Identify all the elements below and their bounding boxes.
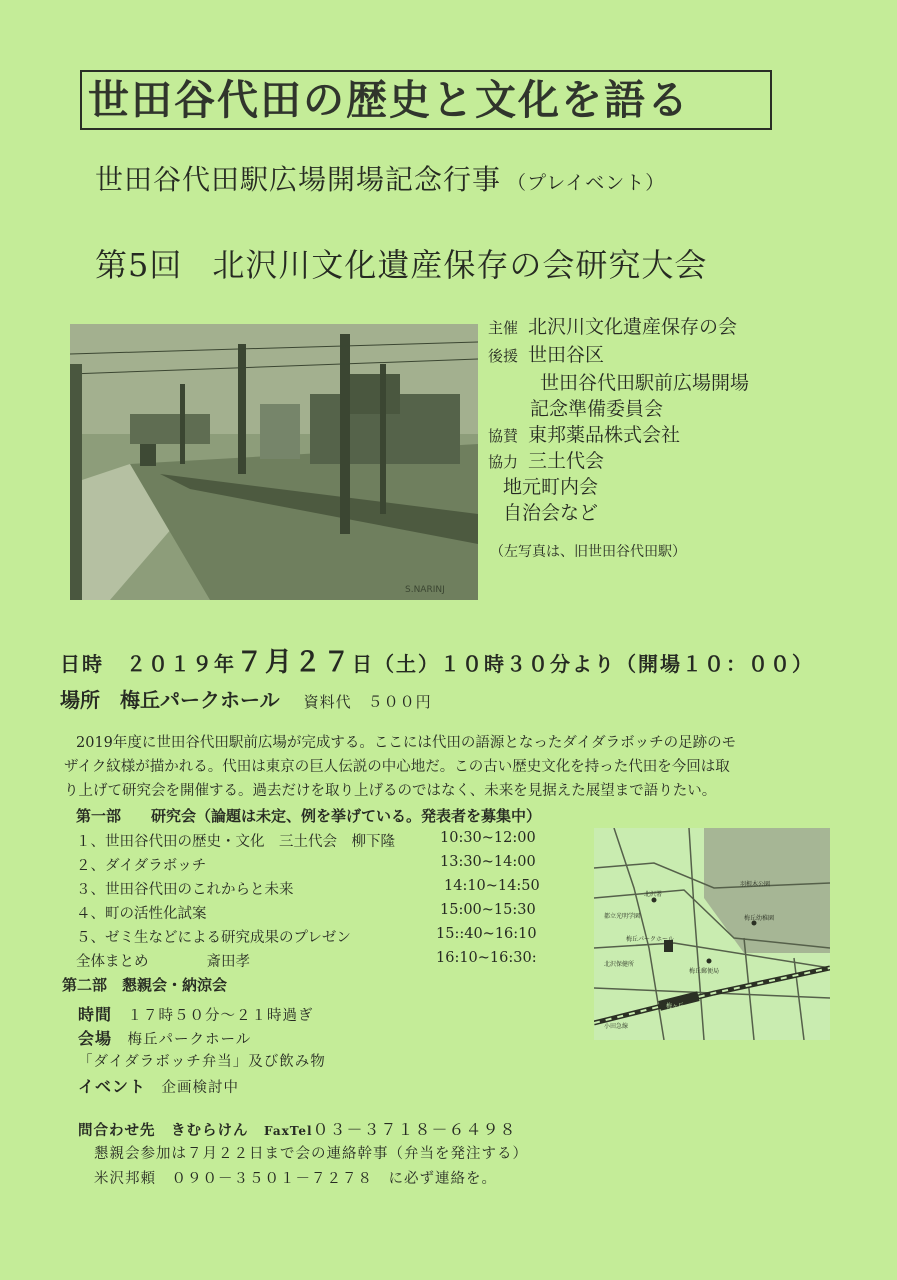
venue-label: 場所 xyxy=(60,688,100,712)
date-month: ７月 xyxy=(236,647,294,678)
date-year: ２０１９年 xyxy=(126,652,236,676)
host-name: 北沢川文化遺産保存の会 xyxy=(528,316,738,338)
fax-label: FaxTel xyxy=(264,1124,313,1138)
party-time xyxy=(78,1002,314,1025)
coop-name-2: 地元町内会 xyxy=(503,476,599,498)
contact-note: 懇親会参加は７月２２日まで会の連絡幹事（弁当を発注する） xyxy=(94,1146,528,1162)
program-item-title: ２、ダイダラボッチ xyxy=(76,858,207,874)
fee: 資料代 ５００円 xyxy=(303,693,432,711)
contact-person-phone: 米沢邦頼 ０９０－３５０１－７２７８ xyxy=(94,1171,373,1187)
program-item-title: １、世田谷代田の歴史・文化 三土代会 柳下隆 xyxy=(76,834,395,850)
party-event xyxy=(78,1074,239,1097)
intro-paragraph xyxy=(64,731,836,803)
support-label: 後援 xyxy=(488,347,519,365)
program-item-time: 13:30~14:00 xyxy=(440,854,536,870)
program-item-time: 10:30~12:00 xyxy=(440,830,536,846)
fax-number: ０３－３７１８－６４９８ xyxy=(312,1120,517,1139)
host-label: 主催 xyxy=(488,319,519,337)
party-event-value: 企画検討中 xyxy=(161,1080,240,1096)
conference-name: 北沢川文化遺産保存の会研究大会 xyxy=(212,246,708,284)
coop-name-1: 三土代会 xyxy=(528,450,605,472)
program-item-title: ３、世田谷代田のこれからと未来 xyxy=(76,882,294,898)
map-label-clinic: 北沢保健所 xyxy=(604,961,635,968)
contact-person xyxy=(94,1167,497,1188)
part2-heading: 第二部 懇親会・納涼会 xyxy=(62,976,228,994)
party-food: 「ダイダラボッチ弁当」及び飲み物 xyxy=(78,1054,326,1070)
party-place xyxy=(78,1026,251,1049)
old-station-photo xyxy=(70,324,478,600)
location-map xyxy=(594,828,830,1040)
party-time-label: 時間 xyxy=(78,1005,113,1024)
map-label-school: 都立光明学園 xyxy=(604,913,641,920)
venue-name: 梅丘パークホール xyxy=(120,688,280,712)
sponsor-label: 協賛 xyxy=(488,427,519,445)
main-title: 世田谷代田の歴史と文化を語る xyxy=(80,70,772,130)
subtitle-note: （プレイベント） xyxy=(507,172,666,194)
program-item-time: 16:10~16:30: xyxy=(436,950,537,966)
photo-caption: （左写真は、旧世田谷代田駅） xyxy=(490,544,686,560)
conference-number: 第5回 xyxy=(95,246,183,284)
organizer-host xyxy=(488,313,737,343)
support-name-2: 世田谷代田駅前広場開場 xyxy=(540,372,750,394)
coop-name-3: 自治会など xyxy=(503,502,599,524)
program-item-time: 15:00~15:30 xyxy=(440,902,536,918)
date-rest: 日（土）１０時３０分より（開場１０：００） xyxy=(352,652,814,676)
support-name-1: 世田谷区 xyxy=(528,344,605,366)
map-label-police: 北沢署 xyxy=(644,891,663,898)
intro-line: ザイク紋様が描かれる。代田は東京の巨人伝説の中心地だ。この古い歴史文化を持った代田を今回は取 xyxy=(64,759,730,775)
map-label-park: 羽根木公園 xyxy=(740,881,771,888)
program-item-time: 14:10~14:50 xyxy=(444,878,540,894)
party-event-label: イベント xyxy=(78,1077,147,1096)
program-item-title: ５、ゼミ生などによる研究成果のプレゼン xyxy=(76,930,351,946)
party-place-label: 会場 xyxy=(78,1029,113,1048)
contact-label: 問合わせ先 きむらけん xyxy=(78,1122,249,1139)
map-label-hall: 梅丘パークホール xyxy=(626,936,674,943)
date-day: ２７ xyxy=(294,647,352,678)
map-label-station: 梅ヶ丘 xyxy=(666,1003,685,1010)
contact-line xyxy=(78,1117,517,1140)
contact-person-note: に必ず連絡を。 xyxy=(388,1171,497,1187)
photo-signature: S.NARINJ xyxy=(405,585,445,595)
organizer-support xyxy=(488,341,604,371)
party-place-value: 梅丘パークホール xyxy=(127,1032,252,1048)
conference-title xyxy=(95,240,707,286)
subtitle-text: 世田谷代田駅広場開場記念行事 xyxy=(95,163,502,196)
support-name-3: 記念準備委員会 xyxy=(530,398,664,420)
map-label-kindergarten: 梅丘幼稚園 xyxy=(744,915,775,922)
program-item-title: 全体まとめ 斎田孝 xyxy=(76,954,250,970)
intro-line: 2019年度に世田谷代田駅前広場が完成する。ここには代田の語源となったダイダラボッチの足跡のモ xyxy=(76,735,737,751)
program-item-time: 15::40~16:10 xyxy=(436,926,537,942)
subtitle xyxy=(95,158,665,198)
map-label-post: 梅丘郵便局 xyxy=(689,968,720,975)
coop-label: 協力 xyxy=(488,453,519,471)
intro-line: り上げて研究会を開催する。過去だけを取り上げるのではなく、未来を見据えた展望まで語りたい。 xyxy=(64,783,717,799)
date-label: 日時 xyxy=(60,652,104,676)
program-item-title: ４、町の活性化試案 xyxy=(76,906,207,922)
map-label-line: 小田急線 xyxy=(604,1023,629,1030)
event-datetime xyxy=(60,640,814,679)
event-venue xyxy=(60,684,432,713)
part1-heading: 第一部 研究会（論題は未定、例を挙げている。発表者を募集中） xyxy=(76,807,542,825)
party-time-value: １７時５０分～２１時過ぎ xyxy=(127,1008,314,1024)
sponsor-name: 東邦薬品株式会社 xyxy=(528,424,681,446)
